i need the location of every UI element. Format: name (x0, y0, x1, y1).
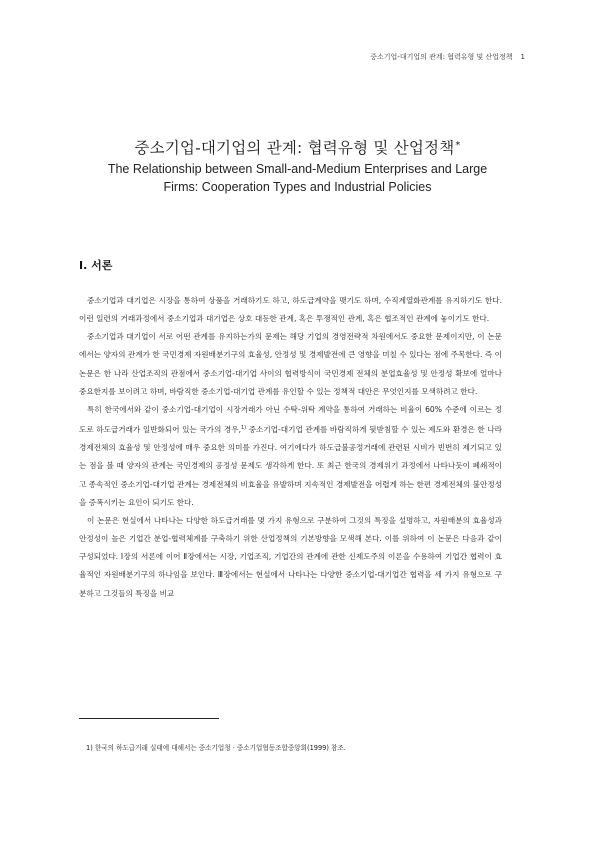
paragraph-3-start: 특히 한국에서와 같이 중소기업-대기업이 시장거래가 아닌 수탁-위탁 계약을 통하여 거래하는 비율이 60% 수준에 이르는 정도로 하도급거래가 일반화되어 있는 국가의 경우, (79, 404, 502, 435)
title-english-line-2: Firms: Cooperation Types and Industrial Policies (163, 180, 432, 194)
title-footnote-marker: * (455, 140, 461, 151)
footnote-divider (79, 718, 219, 719)
paper-title-english (0, 160, 595, 196)
section-heading: Ⅰ. 서론 (79, 259, 113, 272)
paragraph-2: 중소기업과 대기업이 서로 어떤 관계를 유지하는가의 문제는 해당 기업의 경영전략적 차원에서도 중요한 문제이지만, 이 논문에서는 양자의 관계가 한 국민경제 자원배분기구의 효율성, 안정성 및 경제발전에 큰 영향을 미칠 수 있다는 점에 주목한다. 즉 이 논문은 한 나라 산업조직의 관점에서 중소기업-대기업 사이의 협력방식이 국민경제 전체의 분업효율성 및 안정성 확보에 얼마나 중요한지를 보이려고 하며, 바람직한 중소기업-대기업 관계를 유인할 수 있는 정책적 대안은 무엇인지를 모색하려고 한다. (79, 332, 502, 396)
paragraph-3 (79, 401, 502, 512)
running-title: 중소기업-대기업의 관계: 협력유형 및 산업정책 (370, 53, 513, 61)
body-text (79, 292, 502, 603)
title-korean-text: 중소기업-대기업의 관계: 협력유형 및 산업정책 (134, 139, 455, 157)
footnote: 1) 한국의 하도급거래 실태에 대해서는 중소기업청 · 중소기업협동조합중앙회(1999) 참조. (86, 744, 346, 752)
paper-title-korean (0, 136, 595, 158)
paragraph-3-continued: 중소기업-대기업 관계를 바람직하게 뒷받침할 수 있는 제도와 환경은 한 나라 경제전체의 효율성 및 안정성에 매우 중요한 의미를 가진다. 여기에다가 하도급불공정거래에 관련된 시비가 빈번히 제기되고 있는 점을 볼 때 양자의 관계는 국민경제의 공정성 문제도 생각하게 한다. 또 최근 한국의 경제위기 과정에서 나타나듯이 폐쇄적이고 종속적인 중소기업-대기업 관계는 경제전체의 비효율을 유발하며 지속적인 경제발전을 어렵게 하는 한편 경제전체의 불안정성을 증폭시키는 요인이 되기도 한다. (79, 425, 502, 507)
paragraph-4: 이 논문은 현실에서 나타나는 다양한 하도급거래를 몇 가지 유형으로 구분하여 그것의 특징을 설명하고, 자원배분의 효율성과 안정성이 높은 기업간 분업-협력체계를 구축하기 위한 산업정책의 기본방향을 모색해 본다. 이를 위하여 이 논문은 다음과 같이 구성되었다. Ⅰ장의 서론에 이어 Ⅱ장에서는 시장, 기업조직, 기업간의 관계에 관한 신제도주의 이론을 수용하여 기업간 협력이 효율적인 자원배분기구의 하나임을 보인다. Ⅲ장에서는 현실에서 나타나는 다양한 중소기업-대기업간 협력을 세 가지 유형으로 구분하고 그것들의 특징을 비교 (79, 515, 502, 598)
page-number: 1 (520, 53, 525, 61)
title-english-line-1: The Relationship between Small-and-Medium Enterprises and Large (107, 162, 488, 176)
running-header (370, 52, 525, 62)
paragraph-1: 중소기업과 대기업은 시장을 통하여 상품을 거래하기도 하고, 하도급계약을 맺기도 하며, 수직계열화관계를 유지하기도 한다. 이런 일련의 거래과정에서 중소기업과 대기업은 상호 대등한 관계, 혹은 투쟁적인 관계, 혹은 협조적인 관계에 놓이기도 한다. (79, 296, 502, 324)
footnote-reference: 1) (240, 425, 247, 432)
